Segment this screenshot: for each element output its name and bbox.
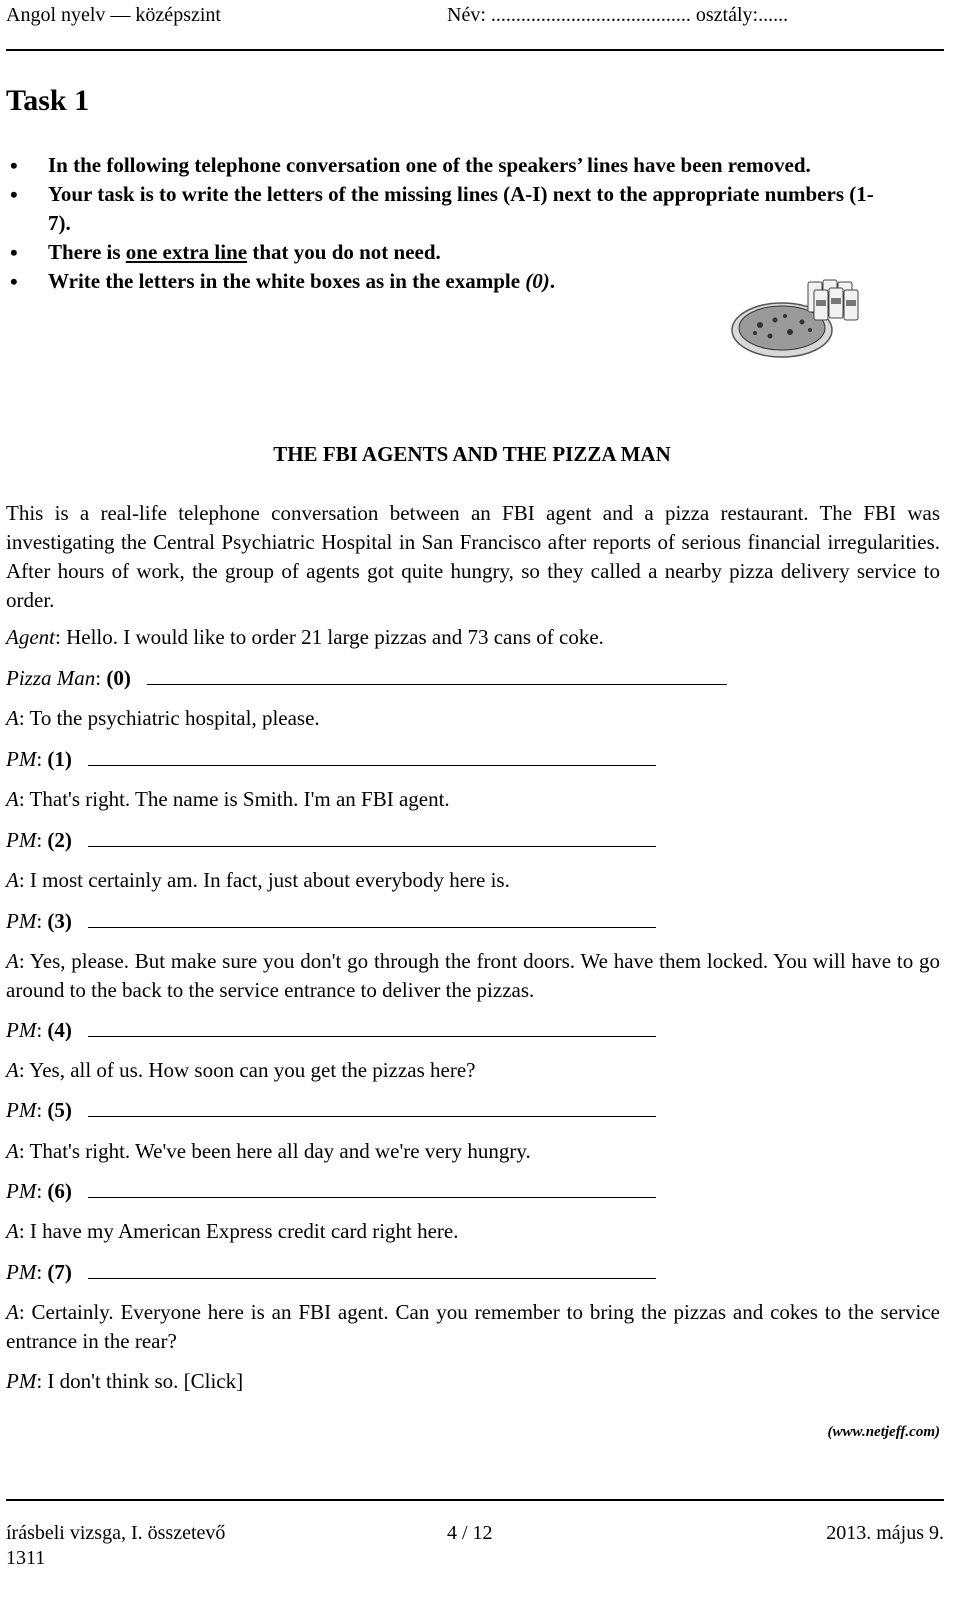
dialogue-text: Yes, all of us. How soon can you get the pizzas here? <box>29 1058 476 1082</box>
dialogue-line: A: I have my American Express credit card right here. <box>6 1219 459 1243</box>
header-divider <box>6 49 944 51</box>
instruction-text: Write the letters in the white boxes as in the example <box>48 269 526 293</box>
answer-blank[interactable] <box>88 1100 656 1117</box>
header-name-class: Név: ........................................ osztály:...... <box>447 4 789 26</box>
answer-blank[interactable] <box>147 668 727 685</box>
dialogue-text: That's right. The name is Smith. I'm an FBI agent. <box>29 787 450 811</box>
instruction-item: • Your task is to write the letters of the missing lines (A-I) next to the appropriate numbers (1-7). <box>6 180 886 238</box>
instruction-text: . <box>549 269 556 293</box>
dialogue-text: I have my American Express credit card right here. <box>29 1219 459 1243</box>
speaker-label: PM <box>6 1098 37 1122</box>
dialogue-line: PM: (3) <box>6 907 940 936</box>
dialogue-line: A: Yes, please. But make sure you don't go through the front doors. We have them locked. You will have to go around to the back to the service entrance to deliver the pizzas. <box>6 949 940 1002</box>
dialogue-text: Yes, please. But make sure you don't go through the front doors. We have them locked. You will have to go around to the back to the service entrance to deliver the pizzas. <box>6 949 940 1002</box>
dialogue-line: A: Certainly. Everyone here is an FBI agent. Can you remember to bring the pizzas and cokes to the service entrance in the rear? <box>6 1300 940 1353</box>
dialogue-text: To the psychiatric hospital, please. <box>29 706 320 730</box>
speaker-label: Agent <box>6 625 55 649</box>
dialogue-line: A: That's right. The name is Smith. I'm an FBI agent. <box>6 787 450 811</box>
speaker-label: PM <box>6 828 37 852</box>
dialogue-line: A: That's right. We've been here all day and we're very hungry. <box>6 1139 531 1163</box>
answer-blank[interactable] <box>88 749 656 766</box>
answer-blank[interactable] <box>88 1262 656 1279</box>
speaker-label: A <box>6 1058 19 1082</box>
speaker-label: A <box>6 1219 19 1243</box>
instruction-text: There is <box>48 240 126 264</box>
answer-blank[interactable] <box>88 1181 656 1198</box>
dialogue-text: I most certainly am. In fact, just about everybody here is. <box>29 868 510 892</box>
speaker-label: PM <box>6 1018 37 1042</box>
gap-number: (4) <box>47 1018 72 1042</box>
answer-blank[interactable] <box>88 911 656 928</box>
instruction-item: • In the following telephone conversation one of the speakers’ lines have been removed. <box>6 151 886 180</box>
source-citation: (www.netjeff.com) <box>827 1424 940 1440</box>
gap-number: (0) <box>106 666 131 690</box>
intro-paragraph: This is a real-life telephone conversation between an FBI agent and a pizza restaurant. The FBI was investigating the Central Psychiatric Hospital in San Francisco after reports of serious financial irregularities. After hours of work, the group of agents got quite hungry, so they called a nearby pizza delivery service to order. <box>6 501 940 612</box>
dialogue-text: I don't think so. [Click] <box>47 1369 244 1393</box>
footer-divider <box>6 1499 944 1501</box>
story-title: THE FBI AGENTS AND THE PIZZA MAN <box>273 442 671 466</box>
speaker-label: A <box>6 1139 19 1163</box>
instruction-text: that you do not need. <box>247 240 441 264</box>
dialogue-text: Certainly. Everyone here is an FBI agent. Can you remember to bring the pizzas and cokes to the service entrance in the rear? <box>6 1300 940 1353</box>
dialogue-line: Agent: Hello. I would like to order 21 large pizzas and 73 cans of coke. <box>6 625 604 649</box>
footer-date: 2013. május 9. <box>826 1522 944 1544</box>
header-subject: Angol nyelv — középszint <box>6 4 221 26</box>
gap-number: (7) <box>47 1260 72 1284</box>
task-title: Task 1 <box>6 84 90 117</box>
dialogue-line: PM: (6) <box>6 1177 940 1206</box>
speaker-label: A <box>6 706 19 730</box>
dialogue-line: PM: (5) <box>6 1096 940 1125</box>
speaker-label: A <box>6 787 19 811</box>
dialogue-line: A: I most certainly am. In fact, just about everybody here is. <box>6 868 510 892</box>
dialogue-line: PM: I don't think so. [Click] <box>6 1369 244 1393</box>
dialogue-line: PM: (7) <box>6 1258 940 1287</box>
answer-blank[interactable] <box>88 830 656 847</box>
answer-blank[interactable] <box>88 1020 656 1037</box>
instruction-item <box>6 238 886 267</box>
speaker-label: PM <box>6 1260 37 1284</box>
speaker-label: A <box>6 949 19 973</box>
gap-number: (6) <box>47 1179 72 1203</box>
gap-number: (2) <box>47 828 72 852</box>
dialogue-line: A: To the psychiatric hospital, please. <box>6 706 320 730</box>
speaker-label: Pizza Man <box>6 666 96 690</box>
dialogue-text: Hello. I would like to order 21 large pizzas and 73 cans of coke. <box>66 625 604 649</box>
dialogue-line: PM: (1) <box>6 745 940 774</box>
dialogue-line: PM: (4) <box>6 1016 940 1045</box>
pizza-and-coke-cans-image <box>730 270 870 365</box>
dialogue-line: PM: (2) <box>6 826 940 855</box>
gap-number: (1) <box>47 747 72 771</box>
instruction-underlined: one extra line <box>125 240 248 264</box>
speaker-label: A <box>6 1300 19 1324</box>
dialogue-line: A: Yes, all of us. How soon can you get the pizzas here? <box>6 1058 476 1082</box>
footer-code: 1311 <box>6 1547 46 1569</box>
speaker-label: PM <box>6 1179 37 1203</box>
footer-exam: írásbeli vizsga, I. összetevő <box>6 1522 226 1544</box>
page-header <box>6 4 944 30</box>
speaker-label: PM <box>6 747 37 771</box>
speaker-label: PM <box>6 1369 37 1393</box>
gap-number: (5) <box>47 1098 72 1122</box>
instruction-example: (0) <box>525 269 550 293</box>
dialogue-text: That's right. We've been here all day and we're very hungry. <box>29 1139 531 1163</box>
gap-number: (3) <box>47 909 72 933</box>
speaker-label: PM <box>6 909 37 933</box>
page-number: 4 / 12 <box>447 1522 493 1544</box>
page-footer <box>6 1521 944 1571</box>
speaker-label: A <box>6 868 19 892</box>
dialogue-line: Pizza Man: (0) <box>6 664 940 693</box>
